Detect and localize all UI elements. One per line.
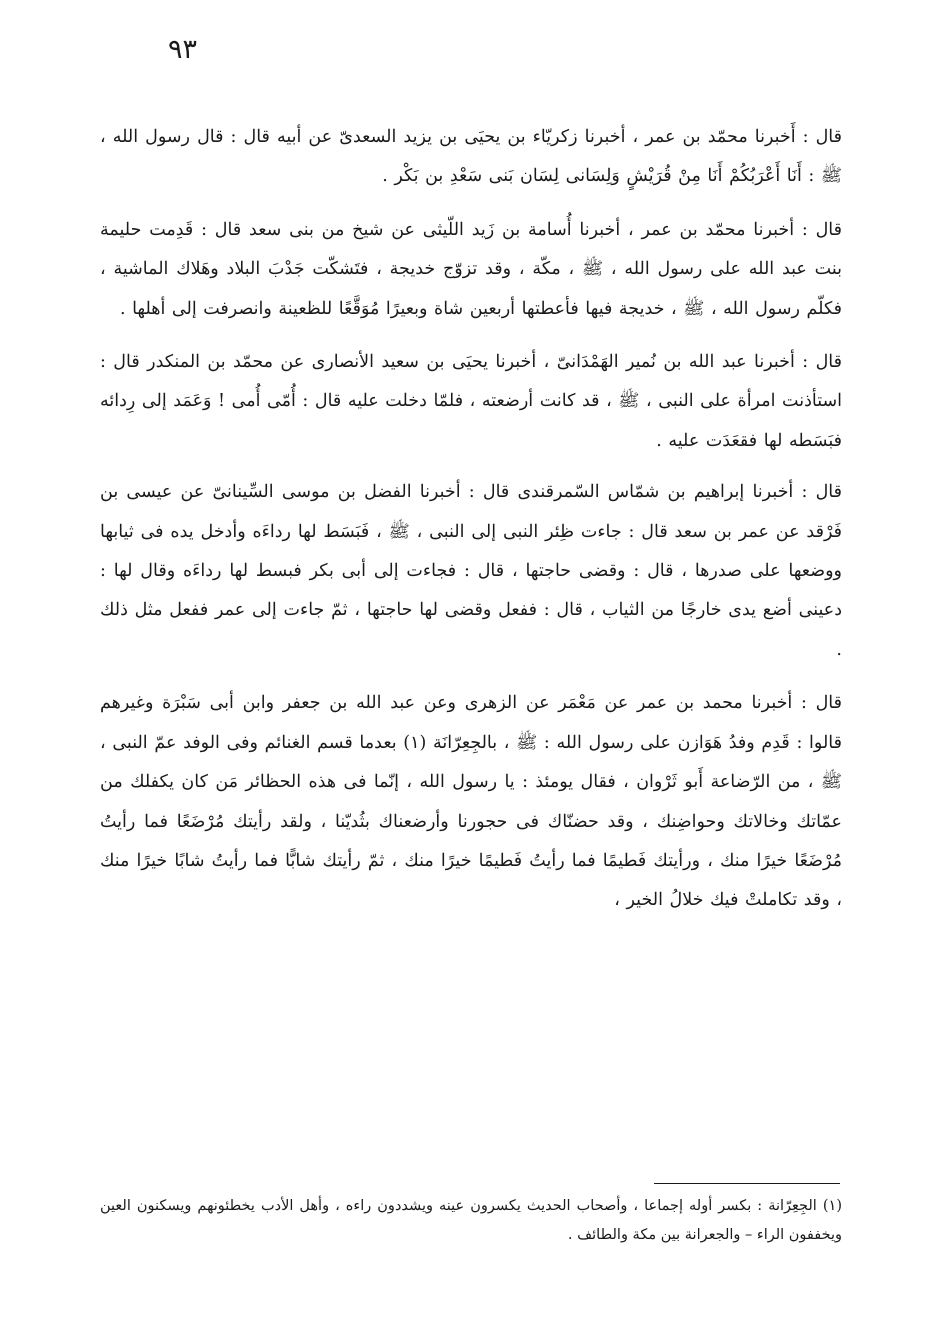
paragraph-4: قال : أخبرنا إبراهيم بن شمّاس السّمرقندى قال : أخبرنا الفضل بن موسى السِّينانىّ عن عيسى بن فَرْقد عن عمر بن سعد قال : جاءت ظِئر النبى إلى النبى ، ﷺ ، فَبَسَط لها رداءَه وأدخل يده فى ثيابها ووضعها على صدرها ، قال : وقضى حاجتها ، قال : فجاءت إلى أبى بكر فبسط لها رداءَه وقال لها : دعينى أضع يدى خارجًا من الثياب ، قال : ففعل وقضى لها حاجتها ، ثمّ جاءت إلى عمر ففعل مثل ذلك . [100,482,842,660]
paragraph-5: قال : أخبرنا محمد بن عمر عن مَعْمَر عن الزهرى وعن عبد الله بن جعفر وابن أبى سَبْرَة وغيرهم قالوا : قَدِم وفدُ هَوَازن على رسول الله : ﷺ ، بالجِعِرّانَة (١) بعدما قسم الغنائم وفى الوفد عمّ النبى ، ﷺ ، من الرّضاعة أَبو ثَرْوان ، فقال يومئذ : يا رسول الله ، إنّما فى هذه الحظائر مَن كان يكفلك من عمّاتك وخالاتك وحواضِنك ، وقد حضنّاك فى حجورنا وأرضعناك بثُديّنا ، ولقد رأيتك مُرْضَعًا فما رأيتُ مُرْضَعًا خيرًا منك ، ورأيتك فَطيمًا فما رأيتُ فَطيمًا خيرًا منك ، ثمّ رأيتك شابًّا فما رأيتُ شابًا خيرًا منك ، وقد تكاملتْ فيك خلالُ الخير ، [100,693,842,911]
main-text [100,118,842,935]
footnotes [100,1192,842,1250]
paragraph-1: قال : أَخبرنا محمّد بن عمر ، أخبرنا زكريّاء بن يحيَى بن يزيد السعدىّ عن أبيه قال : قال رسول الله ، ﷺ : أَنَا أَعْرَبُكُمْ أَنَا مِنْ قُرَيْشٍ وَلِسَانى لِسَان بَنى سَعْدِ بن بَكْر . [100,127,842,187]
paragraph-2: قال : أخبرنا محمّد بن عمر ، أخبرنا أُسامة بن زَيد اللّيثى عن شيخ من بنى سعد قال : قَدِمت حليمة بنت عبد الله على رسول الله ، ﷺ ، مكّة ، وقد تزوّج خديجة ، فتَشكّت جَدْبَ البلاد وهَلاك الماشية ، فكلّم رسول الله ، ﷺ ، خديجة فيها فأعطتها أربعين شاة وبعيرًا مُوَقَّعًا للظعينة وانصرفت إلى أهلها . [100,219,842,319]
footnote-1: (١) الجِعِرّانة : بكسر أوله إجماعا ، وأصحاب الحديث يكسرون عينه ويشددون راءه ، وأهل الأدب يخطئونهم ويسكنون العين ويخففون الراء – والجعرانة بين مكة والطائف . [100,1198,842,1243]
paragraph-3: قال : أخبرنا عبد الله بن نُمير الهَمْدَانىّ ، أخبرنا يحيَى بن سعيد الأنصارى عن محمّد بن المنكدر قال : استأذنت امرأة على النبى ، ﷺ ، قد كانت أرضعته ، فلمّا دخلت عليه قال : أُمّى أُمى ! وَعَمَد إلى رِدائه فبَسَطه لها فقعَدَت عليه . [100,352,842,451]
footnote-divider [654,1183,840,1184]
page-number: ٩٣ [168,34,198,65]
